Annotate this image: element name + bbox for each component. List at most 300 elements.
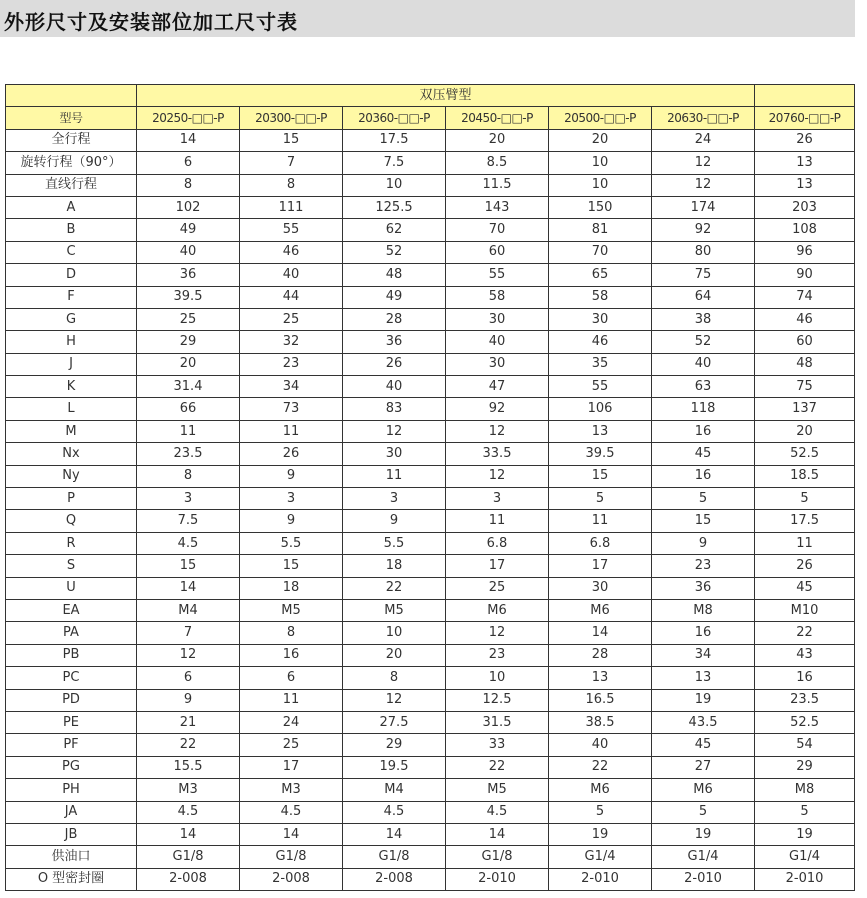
value-cell: M6 xyxy=(446,599,549,621)
row-label-cell: 全行程 xyxy=(6,129,137,151)
row-label-cell: U xyxy=(6,577,137,599)
row-label-cell: JB xyxy=(6,823,137,845)
value-cell: 14 xyxy=(137,823,240,845)
value-cell: 19.5 xyxy=(343,756,446,778)
value-cell: 14 xyxy=(343,823,446,845)
value-cell: 15 xyxy=(652,510,755,532)
value-cell: 16 xyxy=(755,667,855,689)
value-cell: 19 xyxy=(755,823,855,845)
table-row xyxy=(6,756,855,778)
model-header-cell: 20360-□□-P xyxy=(343,107,446,129)
value-cell: 10 xyxy=(343,174,446,196)
value-cell: 39.5 xyxy=(137,286,240,308)
table-row xyxy=(6,174,855,196)
value-cell: G1/8 xyxy=(343,846,446,868)
row-label-cell: J xyxy=(6,353,137,375)
value-cell: 12.5 xyxy=(446,689,549,711)
value-cell: 52 xyxy=(343,241,446,263)
value-cell: G1/8 xyxy=(240,846,343,868)
row-label-cell: Q xyxy=(6,510,137,532)
value-cell: 63 xyxy=(652,376,755,398)
table-row xyxy=(6,555,855,577)
value-cell: M5 xyxy=(240,599,343,621)
value-cell: 16 xyxy=(652,622,755,644)
value-cell: 46 xyxy=(755,308,855,330)
value-cell: 2-010 xyxy=(446,868,549,890)
table-row xyxy=(6,398,855,420)
value-cell: M3 xyxy=(137,779,240,801)
value-cell: 25 xyxy=(240,308,343,330)
value-cell: 36 xyxy=(652,577,755,599)
value-cell: 4.5 xyxy=(137,532,240,554)
value-cell: 55 xyxy=(240,219,343,241)
value-cell: 174 xyxy=(652,196,755,218)
value-cell: 14 xyxy=(137,577,240,599)
value-cell: 12 xyxy=(652,152,755,174)
value-cell: 11 xyxy=(446,510,549,532)
value-cell: 19 xyxy=(652,823,755,845)
value-cell: 40 xyxy=(137,241,240,263)
value-cell: 60 xyxy=(755,331,855,353)
value-cell: 83 xyxy=(343,398,446,420)
value-cell: G1/8 xyxy=(137,846,240,868)
value-cell: 5 xyxy=(755,801,855,823)
value-cell: 43.5 xyxy=(652,711,755,733)
value-cell: 73 xyxy=(240,398,343,420)
value-cell: 26 xyxy=(240,443,343,465)
value-cell: 45 xyxy=(755,577,855,599)
value-cell: 2-008 xyxy=(343,868,446,890)
value-cell: 52.5 xyxy=(755,443,855,465)
value-cell: 43 xyxy=(755,644,855,666)
value-cell: 22 xyxy=(755,622,855,644)
value-cell: 45 xyxy=(652,734,755,756)
value-cell: 49 xyxy=(137,219,240,241)
value-cell: 40 xyxy=(446,331,549,353)
table-row xyxy=(6,219,855,241)
value-cell: 14 xyxy=(549,622,652,644)
value-cell: 12 xyxy=(446,420,549,442)
value-cell: 13 xyxy=(755,152,855,174)
value-cell: 15 xyxy=(240,555,343,577)
value-cell: 2-010 xyxy=(652,868,755,890)
value-cell: 14 xyxy=(240,823,343,845)
value-cell: 12 xyxy=(137,644,240,666)
table-row xyxy=(6,510,855,532)
value-cell: M8 xyxy=(755,779,855,801)
value-cell: 90 xyxy=(755,264,855,286)
value-cell: 34 xyxy=(240,376,343,398)
value-cell: 11 xyxy=(137,420,240,442)
value-cell: 75 xyxy=(652,264,755,286)
value-cell: 10 xyxy=(549,152,652,174)
value-cell: 27.5 xyxy=(343,711,446,733)
value-cell: 36 xyxy=(137,264,240,286)
value-cell: 35 xyxy=(549,353,652,375)
value-cell: 28 xyxy=(343,308,446,330)
row-label-cell: 旋转行程（90°） xyxy=(6,152,137,174)
value-cell: 106 xyxy=(549,398,652,420)
value-cell: 9 xyxy=(240,510,343,532)
row-label-cell: PG xyxy=(6,756,137,778)
table-row xyxy=(6,443,855,465)
value-cell: 2-010 xyxy=(549,868,652,890)
value-cell: 6 xyxy=(240,667,343,689)
value-cell: G1/4 xyxy=(549,846,652,868)
value-cell: 52 xyxy=(652,331,755,353)
value-cell: 12 xyxy=(652,174,755,196)
value-cell: 96 xyxy=(755,241,855,263)
value-cell: 13 xyxy=(755,174,855,196)
value-cell: G1/8 xyxy=(446,846,549,868)
table-row xyxy=(6,420,855,442)
value-cell: 30 xyxy=(446,308,549,330)
table-row xyxy=(6,599,855,621)
value-cell: 2-008 xyxy=(137,868,240,890)
value-cell: 21 xyxy=(137,711,240,733)
row-label-cell: PH xyxy=(6,779,137,801)
value-cell: 7 xyxy=(240,152,343,174)
value-cell: 5.5 xyxy=(240,532,343,554)
value-cell: 27 xyxy=(652,756,755,778)
value-cell: 33.5 xyxy=(446,443,549,465)
value-cell: 18 xyxy=(240,577,343,599)
title-bar xyxy=(0,0,855,37)
value-cell: 2-010 xyxy=(755,868,855,890)
value-cell: 12 xyxy=(343,420,446,442)
table-row xyxy=(6,868,855,890)
row-label-cell: PD xyxy=(6,689,137,711)
value-cell: 5 xyxy=(549,488,652,510)
value-cell: 49 xyxy=(343,286,446,308)
value-cell: 54 xyxy=(755,734,855,756)
value-cell: 118 xyxy=(652,398,755,420)
model-header-cell: 20500-□□-P xyxy=(549,107,652,129)
value-cell: 33 xyxy=(446,734,549,756)
row-label-cell: PC xyxy=(6,667,137,689)
dimension-table xyxy=(5,84,855,891)
group-header-cell: 双压臂型 xyxy=(137,85,755,107)
value-cell: 44 xyxy=(240,286,343,308)
value-cell: 17 xyxy=(240,756,343,778)
value-cell: 12 xyxy=(446,622,549,644)
table-row xyxy=(6,241,855,263)
value-cell: 23 xyxy=(240,353,343,375)
value-cell: 34 xyxy=(652,644,755,666)
value-cell: 46 xyxy=(549,331,652,353)
value-cell: 6.8 xyxy=(549,532,652,554)
value-cell: 14 xyxy=(446,823,549,845)
row-label-cell: O 型密封圈 xyxy=(6,868,137,890)
value-cell: 5 xyxy=(652,488,755,510)
table-row xyxy=(6,846,855,868)
value-cell: 7.5 xyxy=(137,510,240,532)
value-cell: 28 xyxy=(549,644,652,666)
value-cell: 17.5 xyxy=(343,129,446,151)
value-cell: 111 xyxy=(240,196,343,218)
row-label-cell: C xyxy=(6,241,137,263)
model-header-cell: 20250-□□-P xyxy=(137,107,240,129)
value-cell: 80 xyxy=(652,241,755,263)
table-row xyxy=(6,779,855,801)
value-cell: 8 xyxy=(240,622,343,644)
value-cell: 29 xyxy=(137,331,240,353)
value-cell: 9 xyxy=(137,689,240,711)
value-cell: 102 xyxy=(137,196,240,218)
row-label-cell: S xyxy=(6,555,137,577)
value-cell: 12 xyxy=(343,689,446,711)
value-cell: 11 xyxy=(755,532,855,554)
value-cell: 70 xyxy=(446,219,549,241)
value-cell: 5 xyxy=(652,801,755,823)
value-cell: 16 xyxy=(652,465,755,487)
value-cell: 11 xyxy=(549,510,652,532)
value-cell: 15 xyxy=(137,555,240,577)
row-label-cell: F xyxy=(6,286,137,308)
value-cell: 17 xyxy=(446,555,549,577)
value-cell: 11 xyxy=(343,465,446,487)
value-cell: 10 xyxy=(446,667,549,689)
value-cell: 58 xyxy=(549,286,652,308)
value-cell: 22 xyxy=(446,756,549,778)
value-cell: 25 xyxy=(137,308,240,330)
value-cell: 13 xyxy=(652,667,755,689)
header-empty-cell xyxy=(755,85,855,107)
model-header-cell: 20300-□□-P xyxy=(240,107,343,129)
value-cell: 40 xyxy=(549,734,652,756)
value-cell: 4.5 xyxy=(137,801,240,823)
value-cell: 137 xyxy=(755,398,855,420)
value-cell: 75 xyxy=(755,376,855,398)
value-cell: 4.5 xyxy=(240,801,343,823)
value-cell: 22 xyxy=(549,756,652,778)
value-cell: 36 xyxy=(343,331,446,353)
value-cell: M4 xyxy=(137,599,240,621)
value-cell: 15 xyxy=(240,129,343,151)
value-cell: 52.5 xyxy=(755,711,855,733)
value-cell: M3 xyxy=(240,779,343,801)
table-row xyxy=(6,734,855,756)
value-cell: 19 xyxy=(549,823,652,845)
value-cell: 11 xyxy=(240,420,343,442)
value-cell: 30 xyxy=(549,308,652,330)
value-cell: M6 xyxy=(549,779,652,801)
table-row xyxy=(6,689,855,711)
value-cell: 17.5 xyxy=(755,510,855,532)
value-cell: 9 xyxy=(343,510,446,532)
value-cell: 10 xyxy=(549,174,652,196)
value-cell: 14 xyxy=(137,129,240,151)
value-cell: 23.5 xyxy=(137,443,240,465)
value-cell: 5 xyxy=(549,801,652,823)
value-cell: 108 xyxy=(755,219,855,241)
table-row xyxy=(6,667,855,689)
value-cell: 40 xyxy=(652,353,755,375)
row-label-cell: R xyxy=(6,532,137,554)
group-header-row xyxy=(6,85,855,107)
value-cell: 203 xyxy=(755,196,855,218)
value-cell: 4.5 xyxy=(446,801,549,823)
value-cell: M6 xyxy=(652,779,755,801)
row-label-cell: Nx xyxy=(6,443,137,465)
value-cell: 55 xyxy=(549,376,652,398)
value-cell: 3 xyxy=(240,488,343,510)
value-cell: 26 xyxy=(343,353,446,375)
row-label-cell: B xyxy=(6,219,137,241)
model-header-cell: 20760-□□-P xyxy=(755,107,855,129)
row-label-cell: PA xyxy=(6,622,137,644)
table-row xyxy=(6,152,855,174)
value-cell: 70 xyxy=(549,241,652,263)
table-row xyxy=(6,308,855,330)
table-row xyxy=(6,129,855,151)
value-cell: 18 xyxy=(343,555,446,577)
row-label-cell: 供油口 xyxy=(6,846,137,868)
value-cell: 22 xyxy=(343,577,446,599)
value-cell: 74 xyxy=(755,286,855,308)
value-cell: 24 xyxy=(240,711,343,733)
value-cell: 16 xyxy=(652,420,755,442)
value-cell: M5 xyxy=(446,779,549,801)
row-label-cell: H xyxy=(6,331,137,353)
value-cell: 29 xyxy=(755,756,855,778)
value-cell: 8 xyxy=(137,174,240,196)
table-row xyxy=(6,711,855,733)
value-cell: 92 xyxy=(446,398,549,420)
table-row xyxy=(6,376,855,398)
value-cell: 5.5 xyxy=(343,532,446,554)
value-cell: 17 xyxy=(549,555,652,577)
row-label-cell: K xyxy=(6,376,137,398)
table-row xyxy=(6,622,855,644)
value-cell: 18.5 xyxy=(755,465,855,487)
value-cell: 23.5 xyxy=(755,689,855,711)
value-cell: 30 xyxy=(446,353,549,375)
value-cell: 39.5 xyxy=(549,443,652,465)
value-cell: 7.5 xyxy=(343,152,446,174)
header-corner-cell xyxy=(6,85,137,107)
value-cell: 16.5 xyxy=(549,689,652,711)
table-row xyxy=(6,823,855,845)
value-cell: 6.8 xyxy=(446,532,549,554)
value-cell: 20 xyxy=(137,353,240,375)
value-cell: 48 xyxy=(343,264,446,286)
table-row xyxy=(6,532,855,554)
value-cell: 150 xyxy=(549,196,652,218)
value-cell: 6 xyxy=(137,152,240,174)
value-cell: 29 xyxy=(343,734,446,756)
value-cell: 11.5 xyxy=(446,174,549,196)
table-row xyxy=(6,801,855,823)
value-cell: 92 xyxy=(652,219,755,241)
value-cell: 10 xyxy=(343,622,446,644)
row-label-cell: P xyxy=(6,488,137,510)
model-label-cell: 型号 xyxy=(6,107,137,129)
table-row xyxy=(6,286,855,308)
value-cell: 20 xyxy=(755,420,855,442)
value-cell: 46 xyxy=(240,241,343,263)
row-label-cell: PB xyxy=(6,644,137,666)
value-cell: M5 xyxy=(343,599,446,621)
model-header-row xyxy=(6,107,855,129)
row-label-cell: Ny xyxy=(6,465,137,487)
value-cell: 55 xyxy=(446,264,549,286)
value-cell: 64 xyxy=(652,286,755,308)
value-cell: 38.5 xyxy=(549,711,652,733)
value-cell: 66 xyxy=(137,398,240,420)
value-cell: 24 xyxy=(652,129,755,151)
value-cell: 25 xyxy=(446,577,549,599)
value-cell: 22 xyxy=(137,734,240,756)
value-cell: 20 xyxy=(343,644,446,666)
value-cell: 9 xyxy=(652,532,755,554)
value-cell: 26 xyxy=(755,129,855,151)
value-cell: 15.5 xyxy=(137,756,240,778)
value-cell: 6 xyxy=(137,667,240,689)
value-cell: G1/4 xyxy=(652,846,755,868)
value-cell: 20 xyxy=(446,129,549,151)
value-cell: 11 xyxy=(240,689,343,711)
value-cell: 60 xyxy=(446,241,549,263)
value-cell: 23 xyxy=(446,644,549,666)
value-cell: 143 xyxy=(446,196,549,218)
model-header-cell: 20450-□□-P xyxy=(446,107,549,129)
value-cell: 13 xyxy=(549,667,652,689)
value-cell: M6 xyxy=(549,599,652,621)
value-cell: 58 xyxy=(446,286,549,308)
value-cell: 15 xyxy=(549,465,652,487)
row-label-cell: A xyxy=(6,196,137,218)
row-label-cell: PE xyxy=(6,711,137,733)
value-cell: 40 xyxy=(240,264,343,286)
value-cell: 26 xyxy=(755,555,855,577)
value-cell: 31.5 xyxy=(446,711,549,733)
value-cell: 65 xyxy=(549,264,652,286)
value-cell: 47 xyxy=(446,376,549,398)
value-cell: 2-008 xyxy=(240,868,343,890)
value-cell: 8 xyxy=(343,667,446,689)
value-cell: 125.5 xyxy=(343,196,446,218)
value-cell: 13 xyxy=(549,420,652,442)
value-cell: 32 xyxy=(240,331,343,353)
table-row xyxy=(6,488,855,510)
value-cell: M10 xyxy=(755,599,855,621)
value-cell: 3 xyxy=(137,488,240,510)
model-header-cell: 20630-□□-P xyxy=(652,107,755,129)
value-cell: 3 xyxy=(343,488,446,510)
value-cell: 20 xyxy=(549,129,652,151)
value-cell: 19 xyxy=(652,689,755,711)
value-cell: 8 xyxy=(137,465,240,487)
row-label-cell: 直线行程 xyxy=(6,174,137,196)
value-cell: 16 xyxy=(240,644,343,666)
value-cell: 81 xyxy=(549,219,652,241)
value-cell: 4.5 xyxy=(343,801,446,823)
value-cell: 8 xyxy=(240,174,343,196)
value-cell: 9 xyxy=(240,465,343,487)
table-row xyxy=(6,644,855,666)
value-cell: 38 xyxy=(652,308,755,330)
table-row xyxy=(6,264,855,286)
row-label-cell: JA xyxy=(6,801,137,823)
value-cell: 3 xyxy=(446,488,549,510)
value-cell: G1/4 xyxy=(755,846,855,868)
value-cell: 23 xyxy=(652,555,755,577)
value-cell: 40 xyxy=(343,376,446,398)
value-cell: 48 xyxy=(755,353,855,375)
value-cell: 5 xyxy=(755,488,855,510)
row-label-cell: G xyxy=(6,308,137,330)
